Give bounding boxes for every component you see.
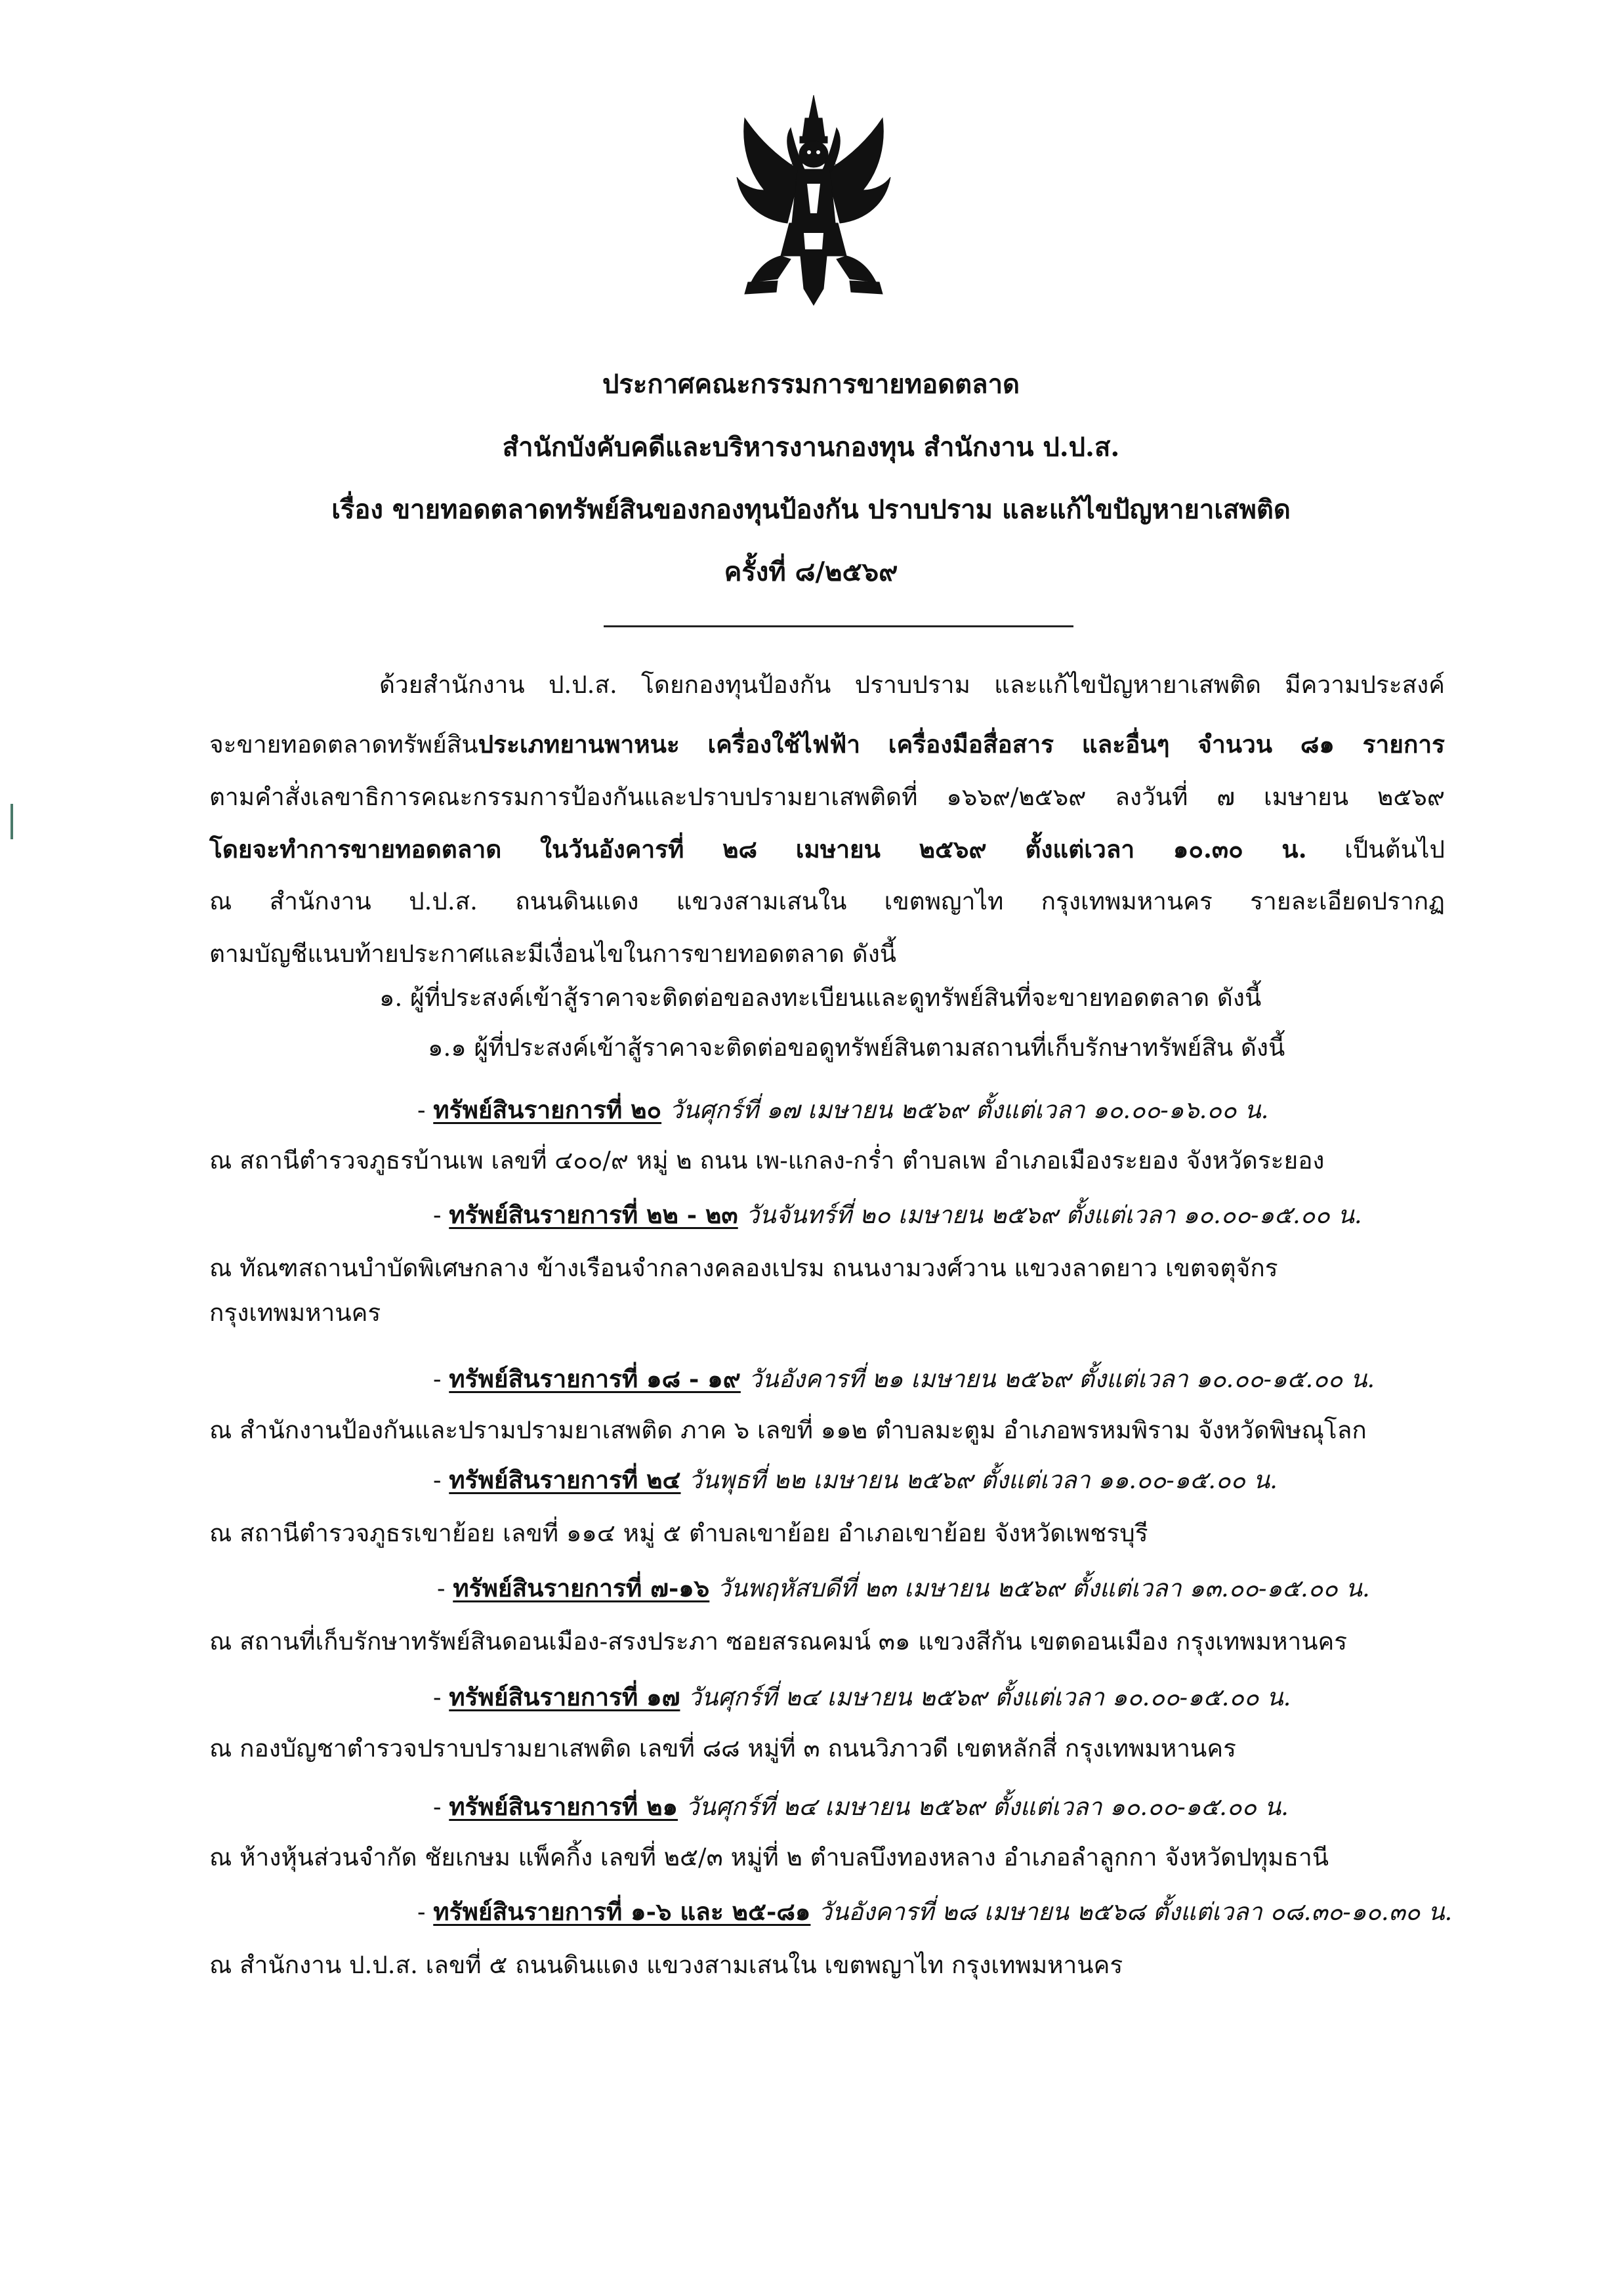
item-3-place: ณ สำนักงานป้องกันและปรามปรามยาเสพติด ภาค ๖ เลขที่ ๑๑๒ ตำบลมะตูม อำเภอพรหมพิราม จังหวัดพิษณุโลก bbox=[209, 1416, 1367, 1444]
intro-line-2 bbox=[209, 732, 1445, 757]
item-schedule: วันอังคารที่ ๒๘ เมษายน ๒๕๖๘ ตั้งแต่เวลา ๐๘.๓๐-๑๐.๓๐ น. bbox=[810, 1898, 1453, 1926]
intro-line-4 bbox=[209, 837, 1445, 862]
item-7-header bbox=[433, 1792, 1289, 1821]
scan-edge-mark bbox=[10, 804, 13, 839]
item-1-place: ณ สถานีตำรวจภูธรบ้านเพ เลขที่ ๔๐๐/๙ หมู่ ๒ ถนน เพ-แกลง-กร่ำ ตำบลเพ อำเภอเมืองระยอง จังหวัดระยอง bbox=[209, 1146, 1325, 1175]
item-label: ทรัพย์สินรายการที่ ๒๒ - ๒๓ bbox=[449, 1200, 738, 1229]
item-schedule: วันพฤหัสบดีที่ ๒๓ เมษายน ๒๕๖๙ ตั้งแต่เวลา ๑๓.๐๐-๑๕.๐๐ น. bbox=[709, 1574, 1370, 1602]
item-schedule: วันอังคารที่ ๒๑ เมษายน ๒๕๖๙ ตั้งแต่เวลา ๑๐.๐๐-๑๕.๐๐ น. bbox=[740, 1365, 1375, 1393]
clause-1-1: ๑.๑ ผู้ที่ประสงค์เข้าสู้ราคาจะติดต่อขอดูทรัพย์สินตามสถานที่เก็บรักษาทรัพย์สิน ดังนี้ bbox=[428, 1033, 1285, 1062]
item-label: ทรัพย์สินรายการที่ ๑๘ - ๑๙ bbox=[449, 1364, 741, 1393]
intro-line-2-plain: จะขายทอดตลาดทรัพย์สิน bbox=[209, 730, 478, 759]
item-dash: - bbox=[417, 1096, 434, 1124]
item-8-place: ณ สำนักงาน ป.ป.ส. เลขที่ ๕ ถนนดินแดง แขวงสามเสนใน เขตพญาไท กรุงเทพมหานคร bbox=[209, 1951, 1123, 1979]
intro-line-4-plain: เป็นต้นไป bbox=[1306, 835, 1445, 864]
item-5-place: ณ สถานที่เก็บรักษาทรัพย์สินดอนเมือง-สรงประภา ซอยสรณคมน์ ๓๑ แขวงสีกัน เขตดอนเมือง กรุงเทพมหานคร bbox=[209, 1627, 1348, 1656]
item-schedule: วันศุกร์ที่ ๒๔ เมษายน ๒๕๖๙ ตั้งแต่เวลา ๑๐.๐๐-๑๕.๐๐ น. bbox=[678, 1793, 1289, 1821]
item-label: ทรัพย์สินรายการที่ ๒๐ bbox=[433, 1095, 662, 1124]
item-2-header bbox=[433, 1200, 1362, 1229]
item-label: ทรัพย์สินรายการที่ ๒๑ bbox=[449, 1792, 678, 1821]
item-schedule: วันจันทร์ที่ ๒๐ เมษายน ๒๕๖๙ ตั้งแต่เวลา ๑๐.๐๐-๑๕.๐๐ น. bbox=[738, 1201, 1362, 1229]
garuda-emblem-icon bbox=[732, 92, 896, 308]
item-label: ทรัพย์สินรายการที่ ๑๗ bbox=[449, 1682, 680, 1711]
intro-line-1: ด้วยสำนักงาน ป.ป.ส. โดยกองทุนป้องกัน ปราบปราม และแก้ไขปัญหายาเสพติด มีความประสงค์ bbox=[379, 671, 1445, 699]
intro-line-2-bold: ประเภทยานพาหนะ เครื่องใช้ไฟฟ้า เครื่องมือสื่อสาร และอื่นๆ จำนวน ๘๑ รายการ bbox=[478, 730, 1445, 759]
intro-line-3: ตามคำสั่งเลขาธิการคณะกรรมการป้องกันและปราบปรามยาเสพติดที่ ๑๖๖๙/๒๕๖๙ ลงวันที่ ๗ เมษายน ๒๕๖๙ bbox=[209, 783, 1445, 811]
item-6-header bbox=[433, 1682, 1291, 1711]
item-schedule: วันศุกร์ที่ ๑๗ เมษายน ๒๕๖๙ ตั้งแต่เวลา ๑๐.๐๐-๑๖.๐๐ น. bbox=[661, 1096, 1269, 1124]
header-text: ประกาศคณะกรรมการขายทอดตลาด bbox=[602, 369, 1020, 400]
item-2-place: ณ ทัณฑสถานบำบัดพิเศษกลาง ข้างเรือนจำกลางคลองเปรม ถนนงามวงศ์วาน แขวงลาดยาว เขตจตุจักร bbox=[209, 1254, 1278, 1282]
item-dash: - bbox=[433, 1466, 449, 1494]
item-4-header bbox=[433, 1465, 1278, 1494]
header-title bbox=[0, 371, 1622, 398]
item-5-header bbox=[437, 1576, 1370, 1600]
header-divider bbox=[604, 625, 1073, 627]
intro-line-5: ณ สำนักงาน ป.ป.ส. ถนนดินแดง แขวงสามเสนใน เขตพญาไท กรุงเทพมหานคร รายละเอียดปรากฏ bbox=[209, 887, 1445, 915]
item-label: ทรัพย์สินรายการที่ ๑-๖ และ ๒๕-๘๑ bbox=[433, 1897, 811, 1926]
intro-line-4-bold: โดยจะทำการขายทอดตลาด ในวันอังคารที่ ๒๘ เมษายน ๒๕๖๙ ตั้งแต่เวลา ๑๐.๓๐ น. bbox=[209, 835, 1307, 864]
item-7-place: ณ ห้างหุ้นส่วนจำกัด ชัยเกษม แพ็คกิ้ง เลขที่ ๒๕/๓ หมู่ที่ ๒ ตำบลบึงทองหลาง อำเภอลำลูกกา จังหวัดปทุมธานี bbox=[209, 1843, 1329, 1871]
item-3-header bbox=[433, 1364, 1375, 1393]
item-6-place: ณ กองบัญชาตำรวจปราบปรามยาเสพติด เลขที่ ๘๘ หมู่ที่ ๓ ถนนวิภาวดี เขตหลักสี่ กรุงเทพมหานคร bbox=[209, 1734, 1236, 1763]
item-label: ทรัพย์สินรายการที่ ๗-๑๖ bbox=[453, 1574, 710, 1602]
item-schedule: วันศุกร์ที่ ๒๔ เมษายน ๒๕๖๙ ตั้งแต่เวลา ๑๐.๐๐-๑๕.๐๐ น. bbox=[680, 1683, 1291, 1711]
item-dash: - bbox=[433, 1201, 449, 1229]
intro-line-6: ตามบัญชีแนบท้ายประกาศและมีเงื่อนไขในการขายทอดตลาด ดังนี้ bbox=[209, 940, 897, 968]
item-2-place-cont: กรุงเทพมหานคร bbox=[209, 1299, 381, 1327]
item-schedule: วันพุธที่ ๒๒ เมษายน ๒๕๖๙ ตั้งแต่เวลา ๑๑.๐๐-๑๕.๐๐ น. bbox=[680, 1466, 1278, 1494]
header-office bbox=[0, 434, 1622, 461]
header-round bbox=[0, 556, 1622, 587]
item-dash: - bbox=[433, 1793, 449, 1821]
item-label: ทรัพย์สินรายการที่ ๒๔ bbox=[449, 1465, 681, 1494]
item-4-place: ณ สถานีตำรวจภูธรเขาย้อย เลขที่ ๑๑๔ หมู่ ๕ ตำบลเขาย้อย อำเภอเขาย้อย จังหวัดเพชรบุรี bbox=[209, 1519, 1148, 1547]
header-subject bbox=[0, 494, 1622, 525]
header-text: เรื่อง ขายทอดตลาดทรัพย์สินของกองทุนป้องกัน ปราบปราม และแก้ไขปัญหายาเสพติด bbox=[331, 494, 1291, 525]
item-dash: - bbox=[433, 1365, 449, 1393]
item-8-header bbox=[417, 1897, 1453, 1926]
clause-1: ๑. ผู้ที่ประสงค์เข้าสู้ราคาจะติดต่อขอลงทะเบียนและดูทรัพย์สินที่จะขายทอดตลาด ดังนี้ bbox=[379, 984, 1262, 1012]
item-dash: - bbox=[417, 1898, 434, 1926]
header-text: ครั้งที่ ๘/๒๕๖๙ bbox=[724, 556, 898, 587]
item-dash: - bbox=[433, 1683, 449, 1711]
item-dash: - bbox=[437, 1574, 453, 1602]
item-1-header bbox=[417, 1095, 1269, 1124]
header-text: สำนักบังคับคดีและบริหารงานกองทุน สำนักงาน ป.ป.ส. bbox=[502, 432, 1120, 463]
